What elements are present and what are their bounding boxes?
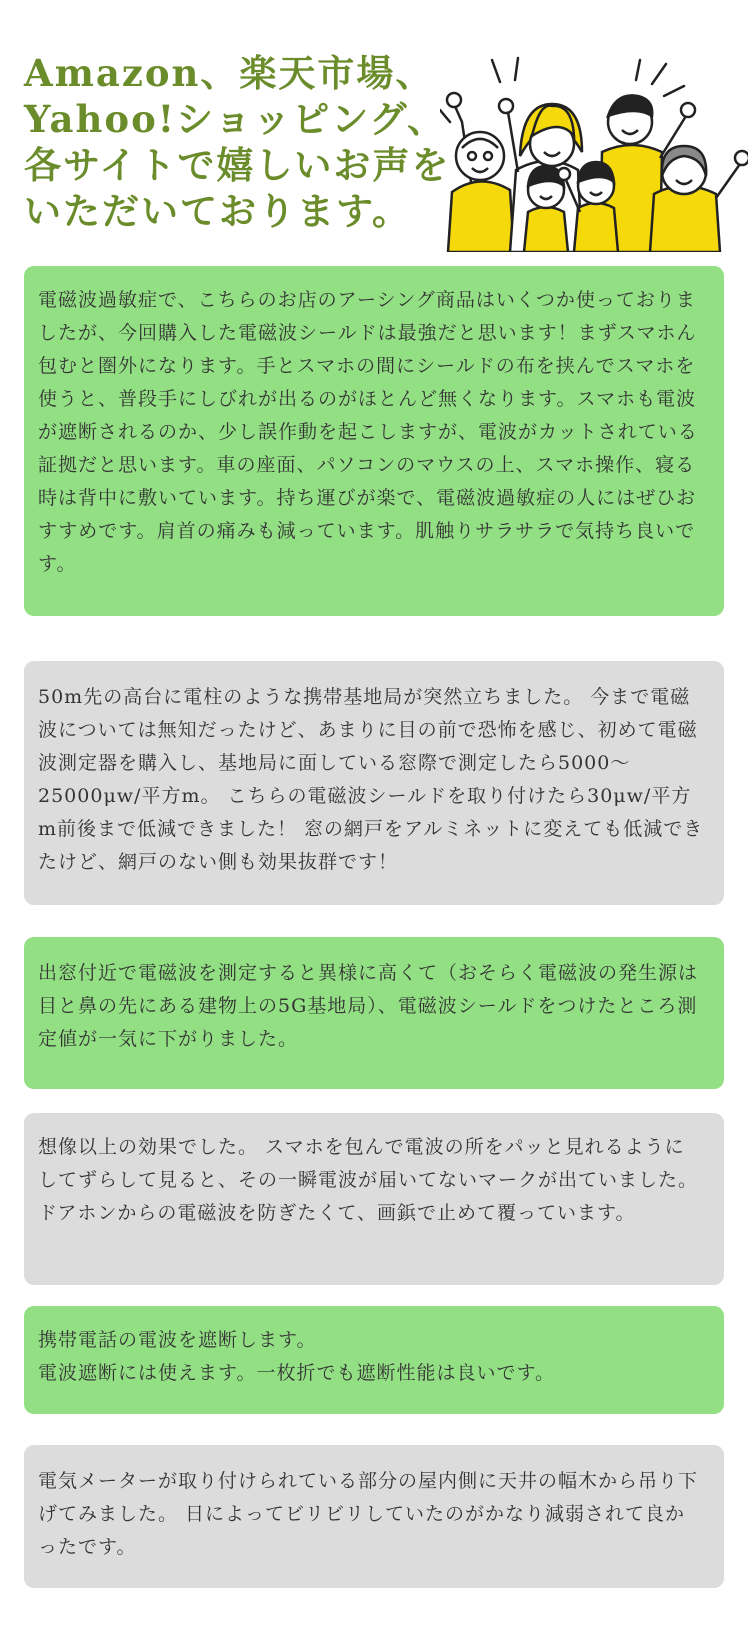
- review-text: 電磁波過敏症で、こちらのお店のアーシング商品はいくつか使っておりましたが、今回購入した電磁波シールドは最強だと思います！まずスマホん包むと圏外になります。手とスマホの間にシールドの布を挟んでスマホを使うと、普段手にしびれが出るのがほとんど無くなります。スマホも電波が遮断されるのか、少し誤作動を起こしますが、電波がカットされている証拠だと思います。車の座面、パソコンのマウスの上、スマホ操作、寝る時は背中に敷いています。持ち運びが楽で、電磁波過敏症の人にはぜひおすすめです。肩首の痛みも減っています。肌触りサラサラで気持ち良いです。: [38, 289, 698, 575]
- headline: [24, 50, 450, 234]
- cheering-family-illustration: [440, 52, 748, 252]
- header: [0, 0, 748, 250]
- headline-line-4: いただいております。: [24, 189, 412, 233]
- review-card-4: [24, 1113, 724, 1285]
- headline-line-2: Yahoo!ショッピング、: [24, 97, 447, 141]
- review-card-5: [24, 1306, 724, 1414]
- review-text: 想像以上の効果でした。 スマホを包んで電波の所をパッと見れるようにしてずらして見ると、その一瞬電波が届いてないマークが出ていました。 ドアホンからの電磁波を防ぎたくて、画鋲で止めて覆っています。: [38, 1136, 699, 1224]
- headline-line-3: 各サイトで嬉しいお声を: [24, 143, 451, 187]
- review-card-3: [24, 937, 724, 1089]
- review-card-6: [24, 1445, 724, 1588]
- review-text: 携帯電話の電波を遮断します。 電波遮断には使えます。一枚折でも遮断性能は良いです。: [38, 1329, 555, 1384]
- review-card-2: [24, 661, 724, 905]
- headline-line-1: Amazon、楽天市場、: [24, 51, 435, 95]
- review-text: 50m先の高台に電柱のような携帯基地局が突然立ちました。 今まで電磁波については無知だったけど、あまりに目の前で恐怖を感じ、初めて電磁波測定器を購入し、基地局に面している窓際で測定したら5000〜25000μw/平方m。 こちらの電磁波シールドを取り付けたら30μw/平方m前後まで低減できました！ 窓の網戸をアルミネットに変えても低減できたけど、網戸のない側も効果抜群です！: [38, 686, 704, 873]
- review-text: 出窓付近で電磁波を測定すると異様に高くて（おそらく電磁波の発生源は目と鼻の先にある建物上の5G基地局）、電磁波シールドをつけたところ測定値が一気に下がりました。: [38, 962, 699, 1050]
- review-card-1: [24, 266, 724, 616]
- review-text: 電気メーターが取り付けられている部分の屋内側に天井の幅木から吊り下げてみました。 日によってビリビリしていたのがかなり減弱されて良かったです。: [38, 1470, 699, 1558]
